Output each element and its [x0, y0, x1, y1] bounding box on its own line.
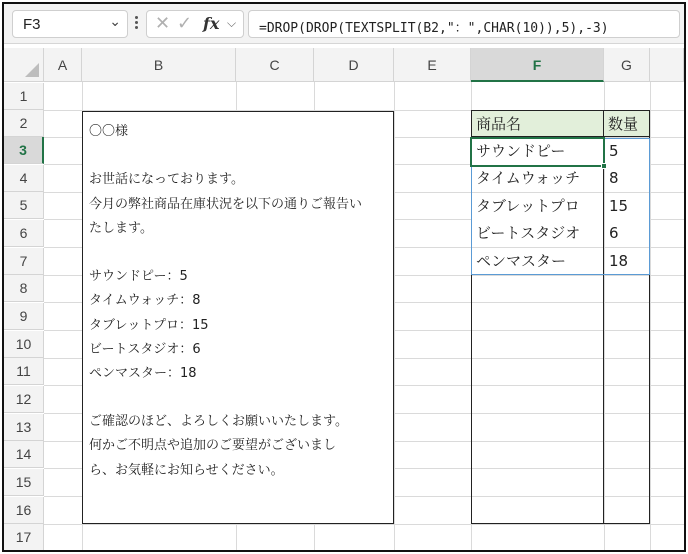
- column-header-d[interactable]: D: [314, 48, 394, 82]
- row-header-8[interactable]: 8: [4, 275, 44, 302]
- cell-b2-line: お世話になっております。: [89, 172, 244, 188]
- select-all-button[interactable]: [4, 48, 44, 82]
- cell-b2-line: [89, 386, 393, 410]
- cell-b2-line: ご確認のほど、よろしくお願いいたします。: [89, 414, 348, 430]
- column-header-b[interactable]: B: [82, 48, 236, 82]
- cell-b2-line: タイムウォッチ：8: [89, 293, 201, 309]
- cell-f2[interactable]: 商品名: [471, 110, 604, 137]
- column-header-e[interactable]: E: [394, 48, 471, 82]
- more-options-icon[interactable]: [133, 14, 139, 34]
- row-header-12[interactable]: 12: [4, 386, 44, 413]
- row-header-13[interactable]: 13: [4, 414, 44, 441]
- cell-f3[interactable]: サウンドピー: [472, 138, 603, 165]
- cell-f5[interactable]: タブレットプロ: [472, 193, 603, 220]
- row-header-15[interactable]: 15: [4, 469, 44, 496]
- row-header-16[interactable]: 16: [4, 497, 44, 524]
- cell-g4[interactable]: 8: [605, 165, 649, 192]
- column-header-c[interactable]: C: [236, 48, 314, 82]
- row-header-4[interactable]: 4: [4, 165, 44, 192]
- excel-window: [2, 2, 686, 552]
- chevron-down-icon[interactable]: ⌵: [227, 16, 237, 30]
- name-box-value: F3: [23, 16, 41, 33]
- gridline: [44, 551, 684, 552]
- cell-g7[interactable]: 18: [605, 248, 649, 275]
- table-border: [603, 110, 604, 524]
- cell-f6[interactable]: ビートスタジオ: [472, 220, 603, 247]
- check-icon[interactable]: ✓: [177, 13, 193, 34]
- fx-icon[interactable]: fx: [203, 14, 220, 33]
- gridline: [44, 524, 684, 525]
- cell-g5[interactable]: 15: [605, 193, 649, 220]
- column-header-f[interactable]: F: [471, 48, 604, 82]
- cell-b2-line: 今月の弊社商品在庫状況を以下の通りご報告い: [89, 196, 363, 212]
- formula-bar: [4, 4, 684, 44]
- cell-b2-line: [89, 241, 393, 265]
- cell-b2-line: [89, 144, 393, 168]
- cell-b2-line: サウンドピー：5: [89, 269, 188, 285]
- row-header-2[interactable]: 2: [4, 110, 44, 137]
- cell-b2-line: 〇〇様: [89, 124, 129, 139]
- cell-b2-line: ら、お気軽にお知らせください。: [89, 462, 284, 478]
- row-header-7[interactable]: 7: [4, 248, 44, 275]
- formula-text: =DROP(DROP(TEXTSPLIT(B2,"：",CHAR(10)),5),-3): [259, 21, 609, 36]
- cell-b2-line: ビートスタジオ：6: [89, 341, 201, 357]
- table-border: [471, 110, 472, 524]
- cell-b2-line: ペンマスター：18: [89, 365, 197, 381]
- row-header-5[interactable]: 5: [4, 192, 44, 219]
- cell-b2-line: タブレットプロ：15: [89, 317, 209, 333]
- cell-g6[interactable]: 6: [605, 220, 649, 247]
- row-header-1[interactable]: 1: [4, 83, 44, 110]
- chevron-down-icon[interactable]: ⌄: [109, 14, 121, 30]
- row-header-3[interactable]: 3: [4, 137, 44, 164]
- cell-b2[interactable]: [82, 111, 394, 524]
- cell-g2[interactable]: 数量: [603, 110, 650, 137]
- cell-f7[interactable]: ペンマスター: [472, 248, 603, 275]
- formula-input[interactable]: [248, 10, 680, 38]
- cell-f4[interactable]: タイムウォッチ: [472, 165, 603, 192]
- cell-b2-line: たします。: [89, 220, 153, 236]
- row-header-9[interactable]: 9: [4, 303, 44, 330]
- column-header-a[interactable]: A: [44, 48, 82, 82]
- gridline: [650, 82, 651, 552]
- table-border: [649, 110, 650, 524]
- row-header-6[interactable]: 6: [4, 220, 44, 247]
- cell-b2-line: 何かご不明点や追加のご要望がございまし: [89, 438, 337, 454]
- table-border: [471, 523, 650, 524]
- row-header-10[interactable]: 10: [4, 331, 44, 358]
- name-box[interactable]: [12, 10, 128, 38]
- row-header-14[interactable]: 14: [4, 441, 44, 468]
- column-header-g[interactable]: G: [604, 48, 650, 82]
- column-header-h[interactable]: [650, 48, 684, 82]
- row-header-17[interactable]: 17: [4, 524, 44, 551]
- gridline: [394, 82, 395, 552]
- formula-buttons: [146, 10, 244, 38]
- cell-g3[interactable]: 5: [605, 138, 649, 165]
- row-header-11[interactable]: 11: [4, 358, 44, 385]
- close-icon[interactable]: ✕: [155, 13, 171, 34]
